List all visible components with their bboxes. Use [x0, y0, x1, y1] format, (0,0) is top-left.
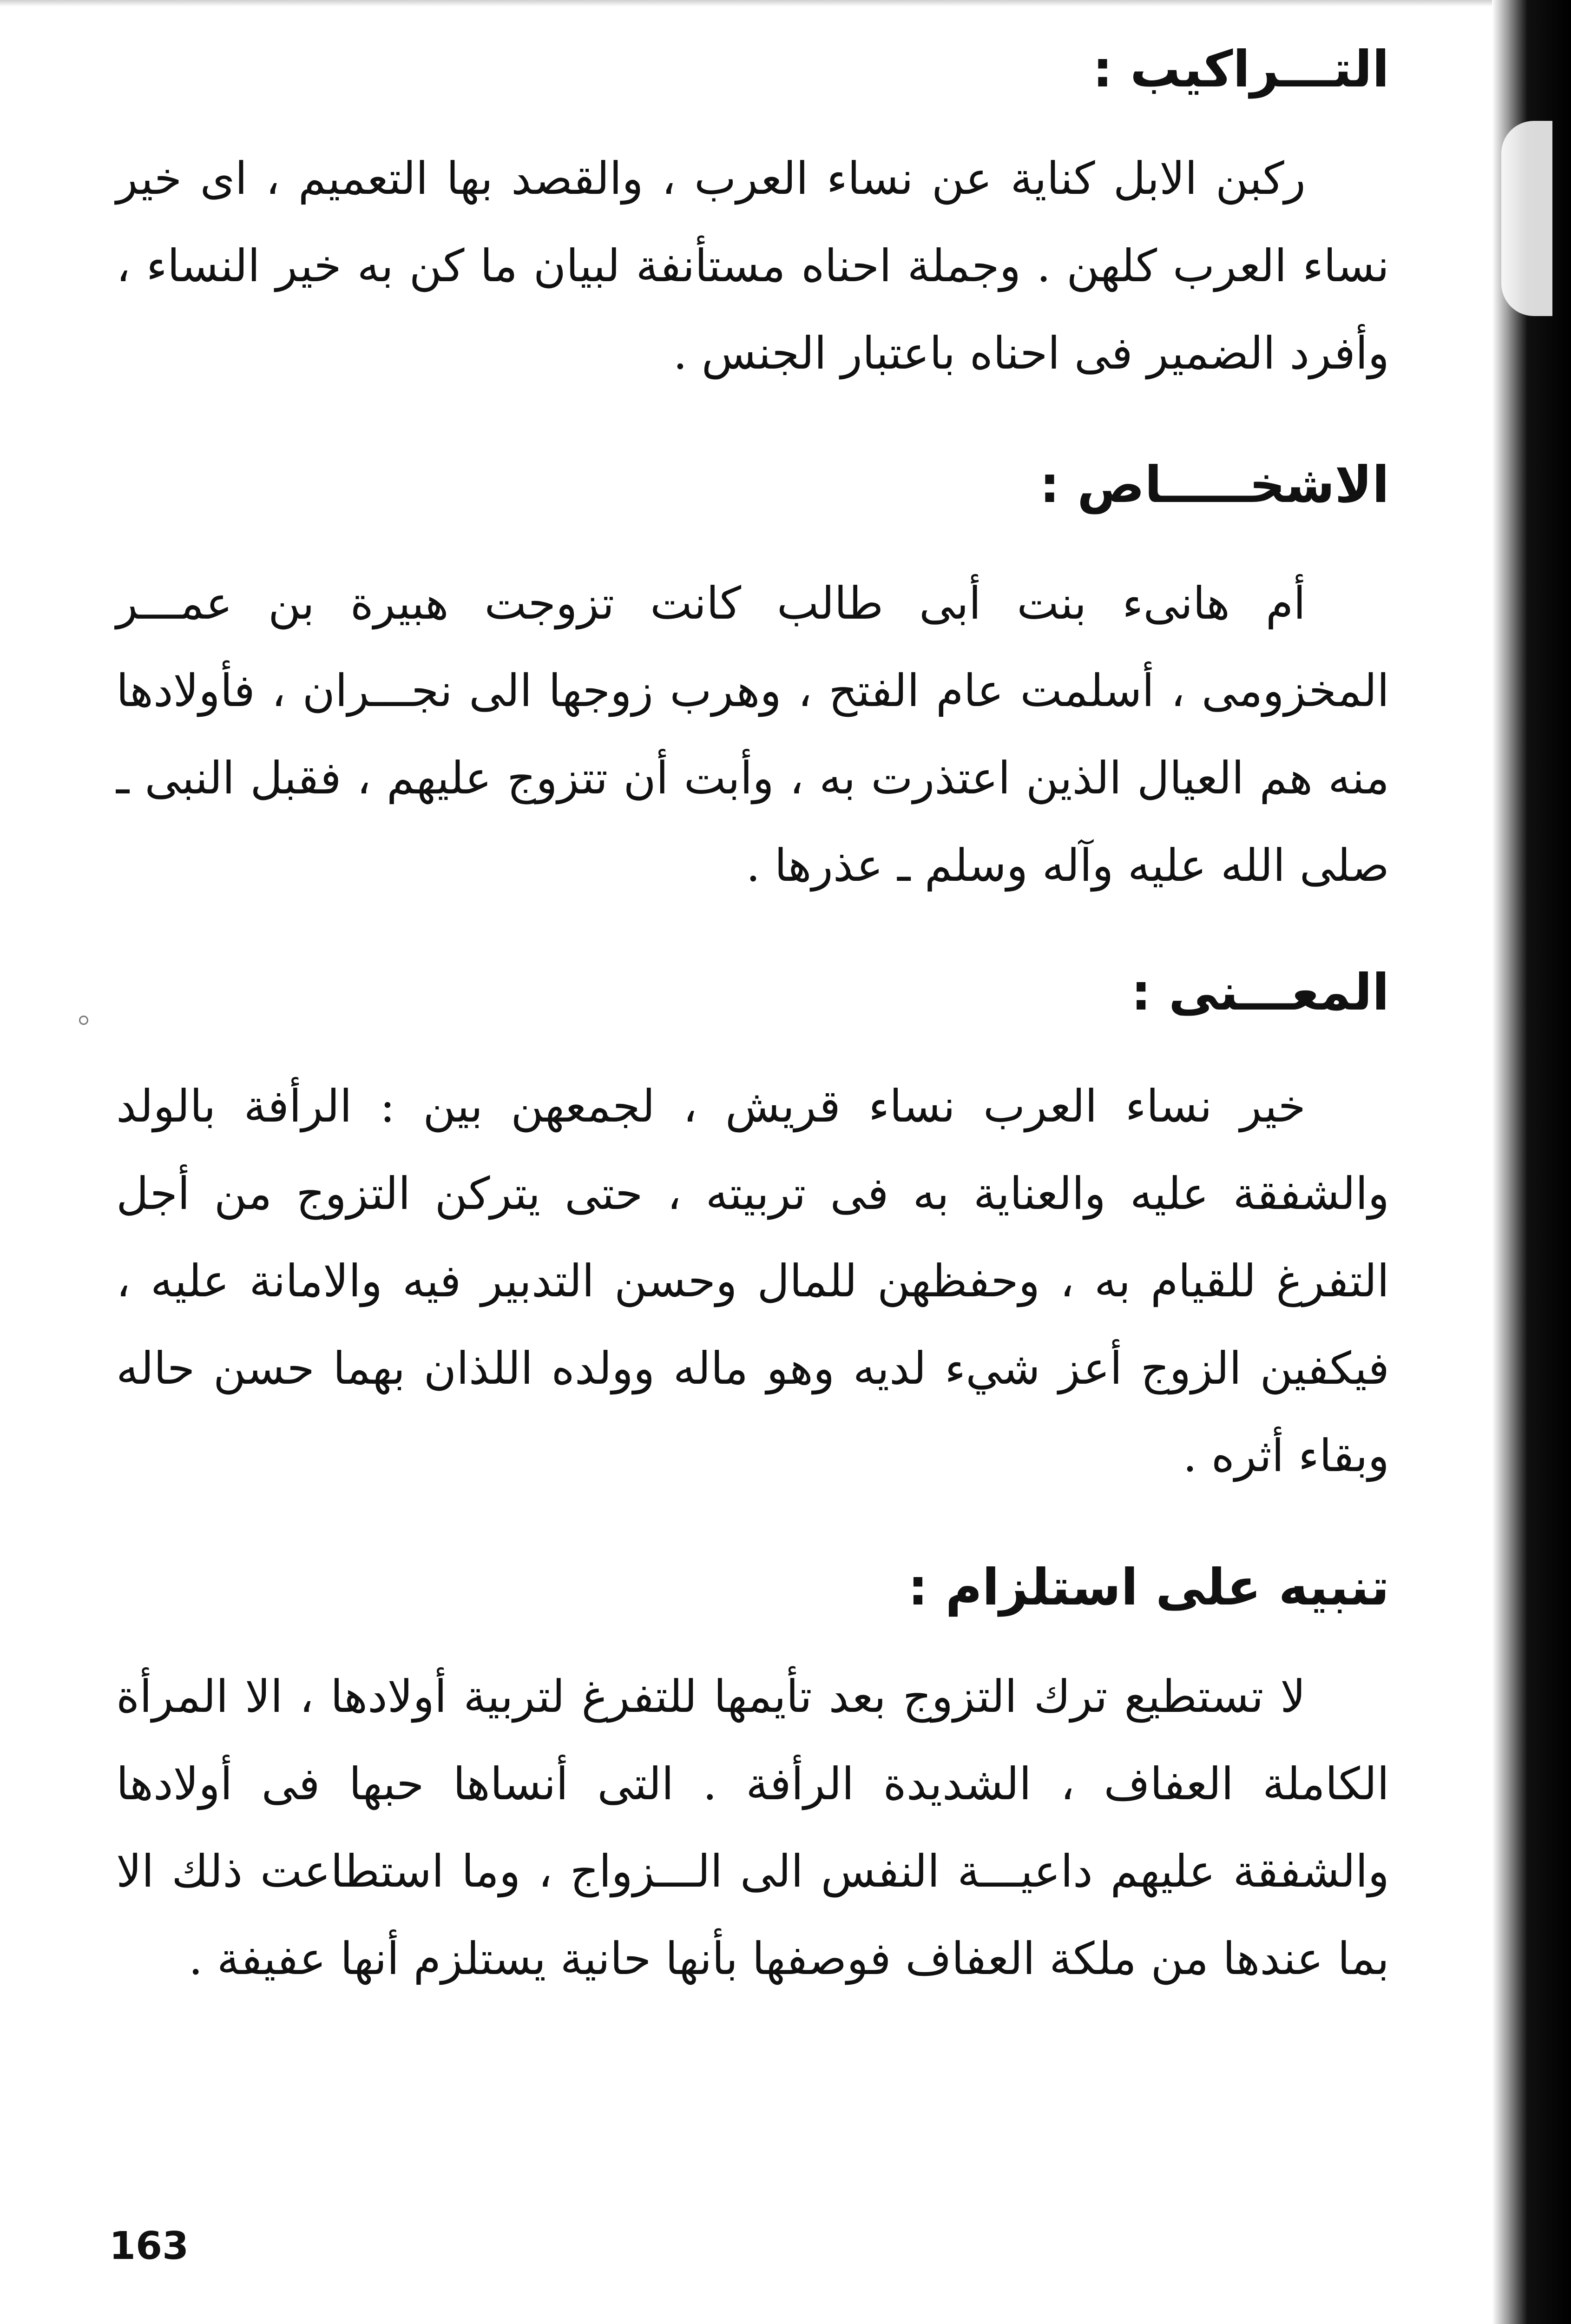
section-heading: تنبيه على استلزام :	[907, 1558, 1389, 1617]
page-body	[116, 37, 1389, 2002]
section-paragraph: لا تستطيع ترك التزوج بعد تأيمها للتفرغ لتربية أولادها ، الا المرأة الكاملة العفاف ، الشديدة الرأفة . التى أنساها حبها فى أولادها والشفقة عليهم داعيـــة النفس الى الـــزواج ، وما استطاعت ذلك الا بما عندها من ملكة العفاف فوصفها بأنها حانية يستلزم أنها عفيفة .	[116, 1670, 1389, 1985]
section-meaning	[116, 960, 1389, 1499]
section-heading: المعـــنى :	[1131, 964, 1389, 1022]
page-number: 163	[109, 2224, 189, 2268]
scan-speck	[79, 1016, 88, 1025]
spine-highlight	[1501, 121, 1552, 316]
book-spine-shadow	[1492, 0, 1571, 2324]
section-heading: الاشخـــــاص :	[1039, 456, 1389, 514]
section-structures	[116, 37, 1389, 397]
section-persons	[116, 453, 1389, 909]
section-paragraph: خير نساء العرب نساء قريش ، لجمعهن بين : الرأفة بالولد والشفقة عليه والعناية به فى تربيته ، حتى يتركن التزوج من أجل التفرغ للقيام به ، وحفظهن للمال وحسن التدبير فيه والامانة عليه ، فيكفين الزوج أعز شيء لديه وهو ماله وولده اللذان بهما حسن حاله وبقاء أثره .	[116, 1080, 1389, 1482]
section-paragraph: ركبن الابل كناية عن نساء العرب ، والقصد بها التعميم ، اى خير نساء العرب كلهن . وجملة احناه مستأنفة لبيان ما كن به خير النساء ، وأفرد الضمير فى احناه باعتبار الجنس .	[116, 152, 1389, 379]
section-implication-note	[116, 1555, 1389, 2002]
section-heading: التـــراكيب :	[1092, 40, 1389, 99]
section-paragraph: أم هانىء بنت أبى طالب كانت تزوجت هبيرة بن عمـــر المخزومى ، أسلمت عام الفتح ، وهرب زوجها الى نجـــران ، فأولادها منه هم العيال الذين اعتذرت به ، وأبت أن تتزوج عليهم ، فقبل النبى ـ صلى الله عليه وآله وسلم ـ عذرها .	[116, 577, 1390, 891]
scan-top-edge	[0, 0, 1571, 7]
